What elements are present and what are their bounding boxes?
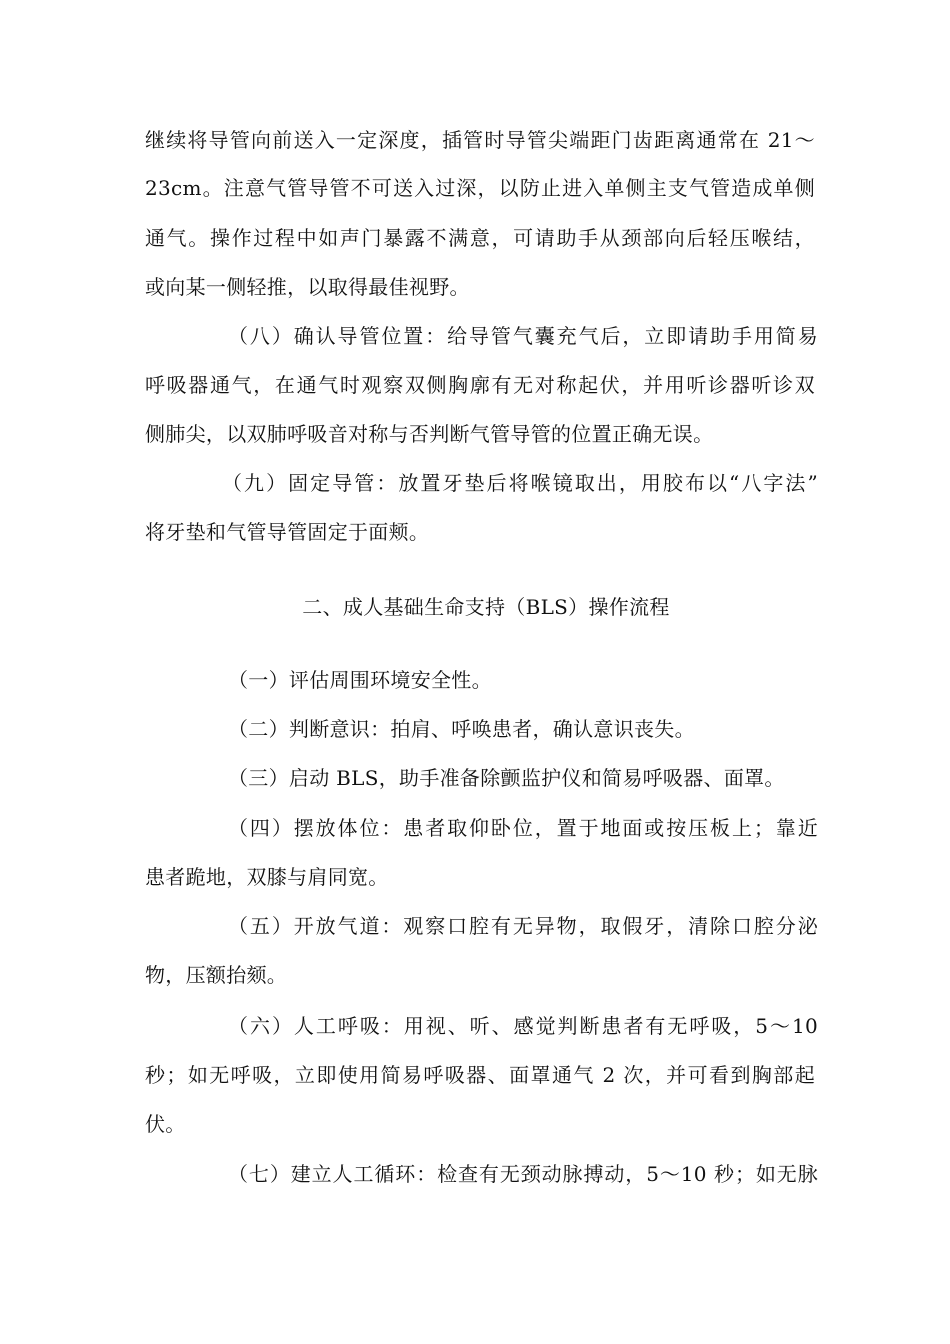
bls-step-4-line: （四）摆放体位：患者取仰卧位，置于地面或按压板上；靠近 (228, 816, 818, 840)
paragraph-line: 23cm。注意气管导管不可送入过深，以防止进入单侧主支气管造成单侧 (145, 176, 815, 200)
paragraph-line: 或向某一侧轻推，以取得最佳视野。 (145, 275, 470, 299)
step-8-line: （八）确认导管位置：给导管气囊充气后，立即请助手用简易 (228, 324, 818, 348)
step-8-line: 侧肺尖，以双肺呼吸音对称与否判断气管导管的位置正确无误。 (145, 422, 714, 446)
bls-step-3: （三）启动 BLS，助手准备除颤监护仪和简易呼吸器、面罩。 (228, 766, 785, 790)
step-9-line: （九）固定导管：放置牙垫后将喉镜取出，用胶布以“八字法” (222, 471, 818, 495)
bls-step-6-line: 秒；如无呼吸，立即使用简易呼吸器、面罩通气 2 次，并可看到胸部起 (145, 1063, 815, 1087)
paragraph-line: 继续将导管向前送入一定深度，插管时导管尖端距门齿距离通常在 21～ (145, 128, 815, 152)
section-heading: 二、成人基础生命支持（BLS）操作流程 (302, 595, 670, 619)
step-9-line: 将牙垫和气管导管固定于面颊。 (145, 520, 430, 544)
bls-step-6-line: （六）人工呼吸：用视、听、感觉判断患者有无呼吸，5～10 (228, 1014, 818, 1038)
bls-step-5-line: （五）开放气道：观察口腔有无异物，取假牙，清除口腔分泌 (228, 914, 818, 938)
bls-step-5-line: 物，压额抬颏。 (145, 963, 288, 987)
step-8-line: 呼吸器通气，在通气时观察双侧胸廓有无对称起伏，并用听诊器听诊双 (145, 373, 815, 397)
bls-step-2: （二）判断意识：拍肩、呼唤患者，确认意识丧失。 (228, 717, 695, 741)
bls-step-1: （一）评估周围环境安全性。 (228, 668, 492, 692)
bls-step-4-line: 患者跪地，双膝与肩同宽。 (145, 865, 389, 889)
bls-step-6-line: 伏。 (145, 1112, 186, 1136)
paragraph-line: 通气。操作过程中如声门暴露不满意，可请助手从颈部向后轻压喉结， (145, 226, 815, 250)
bls-step-7-line: （七）建立人工循环：检查有无颈动脉搏动，5～10 秒；如无脉 (228, 1162, 818, 1186)
